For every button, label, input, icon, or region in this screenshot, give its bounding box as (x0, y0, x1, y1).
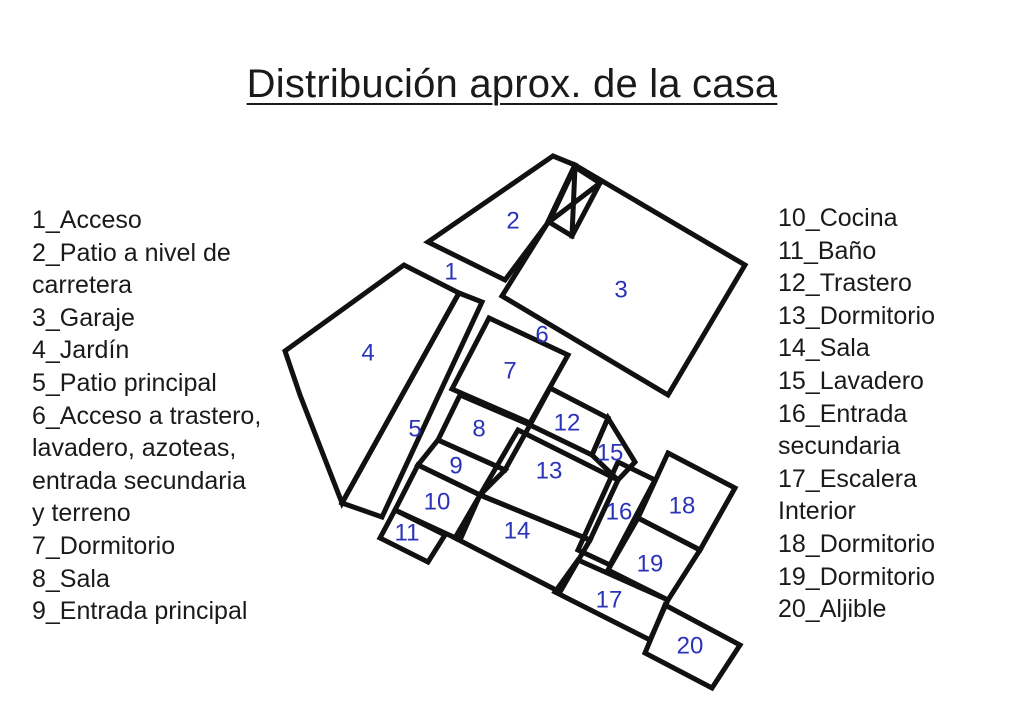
room-number-14: 14 (503, 517, 531, 545)
legend-item: 18_Dormitorio (778, 529, 936, 558)
legend-item: Interior (778, 497, 856, 526)
room-number-5: 5 (408, 415, 422, 443)
legend-item: 13_Dormitorio (778, 301, 936, 330)
diagram-title-text: Distribución aprox. de la casa (246, 62, 778, 106)
legend-item: 14_Sala (778, 334, 870, 363)
legend-item: entrada secundaria (32, 466, 247, 495)
room-number-11: 11 (394, 519, 420, 547)
legend-item: 7_Dormitorio (32, 531, 176, 560)
room-number-3: 3 (614, 276, 628, 304)
room-number-17: 17 (595, 586, 623, 614)
legend-item: 8_Sala (32, 564, 110, 593)
legend-item: 1_Acceso (32, 206, 142, 234)
room-number-10: 10 (423, 488, 451, 516)
legend-item: 5_Patio principal (32, 368, 217, 397)
room-number-18: 18 (668, 492, 696, 520)
legend-item: 10_Cocina (778, 204, 898, 232)
room-number-2: 2 (506, 207, 520, 235)
room-number-13: 13 (535, 457, 563, 485)
legend-item: 3_Garaje (32, 303, 135, 332)
legend-item: secundaria (778, 432, 901, 461)
legend-item: 4_Jardín (32, 336, 130, 365)
legend-item: y terreno (32, 499, 131, 528)
room-number-20: 20 (676, 632, 704, 660)
legend-item: 20_Aljible (778, 595, 887, 624)
room-number-9: 9 (449, 452, 463, 480)
room-number-7: 7 (503, 357, 517, 385)
room-4-outline (285, 265, 459, 503)
legend-item: 12_Trastero (778, 269, 912, 298)
room-number-4: 4 (361, 339, 375, 367)
room-number-1: 1 (444, 258, 458, 286)
legend-item: 15_Lavadero (778, 366, 924, 395)
legend-item: 11_Baño (778, 236, 877, 265)
room-number-6: 6 (535, 321, 549, 349)
legend-item: 16_Entrada (778, 399, 908, 428)
legend-item: 9_Entrada principal (32, 597, 248, 626)
room-number-12: 12 (553, 409, 581, 437)
room-number-19: 19 (636, 550, 664, 578)
legend-item: 17_Escalera (778, 464, 917, 493)
legend-item: lavadero, azoteas, (32, 434, 237, 463)
room-number-8: 8 (472, 415, 486, 443)
legend-item: 6_Acceso a trastero, (32, 401, 262, 430)
legend-item: 2_Patio a nivel de carretera (32, 238, 231, 300)
plan-walls (285, 156, 745, 688)
room-number-16: 16 (605, 498, 633, 526)
legend-item: 19_Dormitorio (778, 562, 936, 591)
room-number-15: 15 (596, 439, 624, 467)
